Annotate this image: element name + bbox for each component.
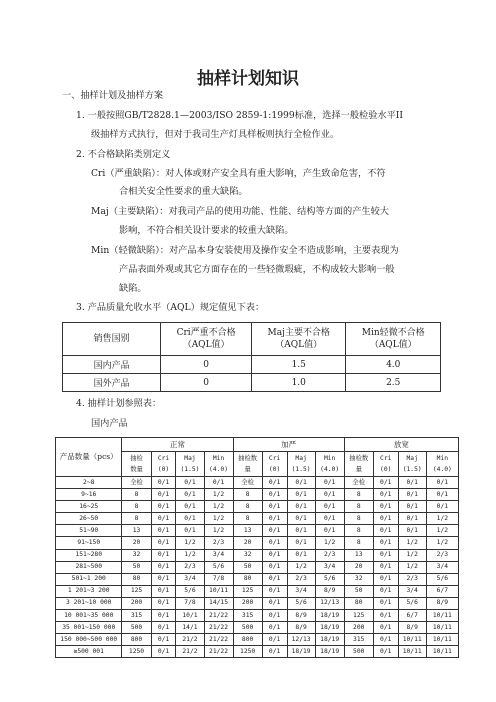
plan-value-cell: 80 bbox=[233, 573, 262, 585]
plan-value-cell: 全检 bbox=[344, 477, 373, 489]
plan-value-cell: 0/1 bbox=[373, 610, 398, 622]
plan-value-cell: 10/11 bbox=[426, 646, 458, 658]
plan-value-cell: 8 bbox=[344, 525, 373, 537]
plan-quantity-cell: 281~500 bbox=[56, 561, 122, 573]
plan-table-row bbox=[56, 477, 459, 489]
plan-value-cell: 7/8 bbox=[176, 597, 204, 609]
plan-table-row bbox=[56, 537, 459, 549]
aql-row bbox=[63, 374, 441, 392]
plan-value-cell: 8/9 bbox=[287, 610, 315, 622]
plan-value-cell: 全检 bbox=[122, 477, 151, 489]
plan-value-cell: 21/22 bbox=[204, 646, 233, 658]
plan-header-quantity: 产品数量（pcs） bbox=[56, 438, 122, 477]
plan-value-cell: 1/2 bbox=[315, 537, 344, 549]
plan-value-cell: 0/1 bbox=[287, 549, 315, 561]
plan-subheader-cell: Maj (1.5) bbox=[398, 452, 426, 477]
plan-value-cell: 8 bbox=[233, 489, 262, 501]
plan-value-cell: 8 bbox=[122, 513, 151, 525]
plan-value-cell: 0/1 bbox=[373, 646, 398, 658]
plan-value-cell: 0/1 bbox=[287, 489, 315, 501]
plan-value-cell: 0/1 bbox=[151, 561, 176, 573]
plan-value-cell: 125 bbox=[344, 610, 373, 622]
plan-value-cell: 18/19 bbox=[315, 622, 344, 634]
plan-value-cell: 125 bbox=[122, 585, 151, 597]
plan-value-cell: 0/1 bbox=[315, 477, 344, 489]
plan-value-cell: 1250 bbox=[122, 646, 151, 658]
plan-value-cell: 0/1 bbox=[315, 525, 344, 537]
plan-value-cell: 5/6 bbox=[315, 573, 344, 585]
plan-value-cell: 18/19 bbox=[315, 646, 344, 658]
plan-value-cell: 500 bbox=[344, 646, 373, 658]
plan-value-cell: 0/1 bbox=[262, 597, 287, 609]
plan-quantity-cell: 3 201~10 000 bbox=[56, 597, 122, 609]
plan-value-cell: 80 bbox=[122, 573, 151, 585]
plan-value-cell: 5/6 bbox=[204, 561, 233, 573]
plan-header-row bbox=[56, 438, 459, 452]
plan-value-cell: 0/1 bbox=[262, 634, 287, 646]
plan-value-cell: 2/3 bbox=[204, 537, 233, 549]
plan-value-cell: 13 bbox=[122, 525, 151, 537]
plan-value-cell: 0/1 bbox=[151, 610, 176, 622]
plan-value-cell: 0/1 bbox=[373, 597, 398, 609]
plan-table-row bbox=[56, 585, 459, 597]
plan-value-cell: 0/1 bbox=[426, 501, 458, 513]
plan-value-cell: 0/1 bbox=[398, 477, 426, 489]
plan-table-row bbox=[56, 597, 459, 609]
plan-value-cell: 200 bbox=[233, 597, 262, 609]
plan-quantity-cell: 26~50 bbox=[56, 513, 122, 525]
aql-header-row bbox=[63, 323, 441, 356]
plan-quantity-cell: 2~8 bbox=[56, 477, 122, 489]
plan-header-reduced: 放宽 bbox=[344, 438, 458, 452]
plan-value-cell: 500 bbox=[122, 622, 151, 634]
plan-value-cell: 10/1 bbox=[176, 610, 204, 622]
plan-quantity-cell: 91~150 bbox=[56, 537, 122, 549]
plan-value-cell: 21/22 bbox=[204, 622, 233, 634]
plan-value-cell: 8/9 bbox=[398, 622, 426, 634]
plan-value-cell: 200 bbox=[344, 622, 373, 634]
plan-value-cell: 1250 bbox=[233, 646, 262, 658]
plan-value-cell: 0/1 bbox=[398, 501, 426, 513]
plan-value-cell: 50 bbox=[344, 585, 373, 597]
plan-value-cell: 5/6 bbox=[398, 597, 426, 609]
plan-value-cell: 0/1 bbox=[373, 513, 398, 525]
plan-value-cell: 8 bbox=[344, 489, 373, 501]
plan-value-cell: 0/1 bbox=[373, 489, 398, 501]
plan-value-cell: 500 bbox=[233, 622, 262, 634]
plan-quantity-cell: 10 001~35 000 bbox=[56, 610, 122, 622]
plan-value-cell: 3/4 bbox=[287, 585, 315, 597]
plan-quantity-cell: ≥500 001 bbox=[56, 646, 122, 658]
plan-subheader-cell: Maj (1.5) bbox=[176, 452, 204, 477]
plan-value-cell: 0/1 bbox=[176, 501, 204, 513]
plan-value-cell: 0/1 bbox=[426, 477, 458, 489]
plan-value-cell: 12/13 bbox=[315, 597, 344, 609]
item1-line1: 1. 一般按照GB/T2828.1—2003/ISO 2859-1:1999标准，选择一般检验水平II bbox=[76, 110, 404, 121]
plan-value-cell: 1/2 bbox=[176, 549, 204, 561]
plan-value-cell: 8 bbox=[233, 513, 262, 525]
plan-value-cell: 2/3 bbox=[398, 573, 426, 585]
plan-value-cell: 0/1 bbox=[373, 477, 398, 489]
plan-value-cell: 0/1 bbox=[262, 549, 287, 561]
plan-value-cell: 5/6 bbox=[426, 573, 458, 585]
plan-value-cell: 0/1 bbox=[262, 501, 287, 513]
plan-value-cell: 1/2 bbox=[426, 513, 458, 525]
plan-value-cell: 0/1 bbox=[151, 573, 176, 585]
plan-value-cell: 0/1 bbox=[426, 489, 458, 501]
plan-value-cell: 0/1 bbox=[262, 477, 287, 489]
plan-value-cell: 32 bbox=[344, 573, 373, 585]
plan-value-cell: 0/1 bbox=[176, 477, 204, 489]
plan-value-cell: 200 bbox=[122, 597, 151, 609]
plan-value-cell: 0/1 bbox=[373, 561, 398, 573]
plan-table-row bbox=[56, 501, 459, 513]
plan-value-cell: 0/1 bbox=[287, 513, 315, 525]
plan-value-cell: 1/2 bbox=[398, 561, 426, 573]
aql-cell: 国内产品 bbox=[63, 356, 161, 374]
plan-quantity-cell: 501~1 200 bbox=[56, 573, 122, 585]
aql-cell: 0 bbox=[161, 374, 252, 392]
plan-value-cell: 80 bbox=[344, 597, 373, 609]
plan-value-cell: 8 bbox=[344, 537, 373, 549]
plan-value-cell: 0/1 bbox=[151, 646, 176, 658]
plan-table-body bbox=[56, 477, 459, 658]
aql-header-sales: 销售国别 bbox=[63, 323, 161, 356]
plan-value-cell: 10/11 bbox=[426, 634, 458, 646]
min-definition-line1: Min（轻微缺陷）：对产品本身安装使用及操作安全不造成影响，主要表现为 bbox=[91, 245, 399, 256]
maj-definition-line2: 影响，不符合相关设计要求的较重大缺陷。 bbox=[119, 225, 294, 236]
plan-value-cell: 2/3 bbox=[426, 549, 458, 561]
plan-value-cell: 0/1 bbox=[151, 634, 176, 646]
plan-value-cell: 1/2 bbox=[204, 513, 233, 525]
plan-value-cell: 0/1 bbox=[176, 525, 204, 537]
plan-value-cell: 21/22 bbox=[204, 610, 233, 622]
plan-value-cell: 0/1 bbox=[373, 525, 398, 537]
plan-value-cell: 0/1 bbox=[373, 549, 398, 561]
cri-definition-line1: Cri（严重缺陷）：对人体或财产安全具有重大影响，产生致命危害，不符 bbox=[91, 168, 386, 179]
plan-value-cell: 2/3 bbox=[287, 573, 315, 585]
plan-quantity-cell: 9~16 bbox=[56, 489, 122, 501]
plan-value-cell: 32 bbox=[122, 549, 151, 561]
aql-header-maj: Maj主要不合格 （AQL值） bbox=[251, 323, 346, 356]
plan-value-cell: 20 bbox=[344, 561, 373, 573]
plan-value-cell: 18/19 bbox=[287, 646, 315, 658]
item4-heading: 4. 抽样计划参照表： bbox=[76, 398, 162, 409]
domestic-label: 国内产品 bbox=[91, 418, 128, 429]
plan-value-cell: 0/1 bbox=[151, 501, 176, 513]
plan-value-cell: 0/1 bbox=[262, 513, 287, 525]
plan-value-cell: 0/1 bbox=[151, 513, 176, 525]
plan-subheader-cell: Cri (0) bbox=[373, 452, 398, 477]
plan-value-cell: 8 bbox=[122, 501, 151, 513]
plan-value-cell: 125 bbox=[233, 585, 262, 597]
plan-value-cell: 8/9 bbox=[315, 585, 344, 597]
plan-table-row bbox=[56, 561, 459, 573]
plan-value-cell: 315 bbox=[233, 610, 262, 622]
item2-heading: 2. 不合格缺陷类别定义 bbox=[76, 149, 171, 160]
plan-value-cell: 6/7 bbox=[426, 585, 458, 597]
plan-subheader-cell: 抽检数 量 bbox=[233, 452, 262, 477]
plan-subheader-cell: Cri (0) bbox=[262, 452, 287, 477]
plan-subheader-cell: Min (4.0) bbox=[315, 452, 344, 477]
plan-table-row bbox=[56, 622, 459, 634]
plan-value-cell: 50 bbox=[233, 561, 262, 573]
plan-quantity-cell: 151~280 bbox=[56, 549, 122, 561]
plan-value-cell: 0/1 bbox=[398, 525, 426, 537]
aql-header-min: Min轻微不合格 （AQL值） bbox=[346, 323, 441, 356]
plan-table-row bbox=[56, 634, 459, 646]
plan-value-cell: 0/1 bbox=[176, 489, 204, 501]
plan-value-cell: 1/2 bbox=[287, 561, 315, 573]
plan-value-cell: 5/6 bbox=[176, 585, 204, 597]
plan-value-cell: 全检 bbox=[233, 477, 262, 489]
plan-value-cell: 8 bbox=[122, 489, 151, 501]
plan-table-row bbox=[56, 610, 459, 622]
plan-value-cell: 0/1 bbox=[262, 573, 287, 585]
aql-cell: 1.5 bbox=[251, 356, 346, 374]
plan-value-cell: 1/2 bbox=[398, 537, 426, 549]
plan-value-cell: 14/1 bbox=[176, 622, 204, 634]
plan-value-cell: 315 bbox=[122, 610, 151, 622]
plan-value-cell: 2/3 bbox=[176, 561, 204, 573]
plan-value-cell: 0/1 bbox=[287, 477, 315, 489]
plan-value-cell: 0/1 bbox=[262, 537, 287, 549]
plan-value-cell: 315 bbox=[344, 634, 373, 646]
aql-cell: 2.5 bbox=[346, 374, 441, 392]
plan-value-cell: 0/1 bbox=[373, 573, 398, 585]
aql-cell: 国外产品 bbox=[63, 374, 161, 392]
plan-value-cell: 13 bbox=[233, 525, 262, 537]
plan-value-cell: 14/15 bbox=[204, 597, 233, 609]
plan-quantity-cell: 16~25 bbox=[56, 501, 122, 513]
plan-value-cell: 0/1 bbox=[176, 513, 204, 525]
plan-value-cell: 7/8 bbox=[204, 573, 233, 585]
plan-value-cell: 10/11 bbox=[398, 634, 426, 646]
plan-value-cell: 8 bbox=[233, 501, 262, 513]
plan-value-cell: 0/1 bbox=[373, 634, 398, 646]
plan-value-cell: 3/4 bbox=[315, 561, 344, 573]
plan-value-cell: 10/11 bbox=[398, 646, 426, 658]
plan-value-cell: 0/1 bbox=[398, 513, 426, 525]
plan-value-cell: 18/19 bbox=[315, 634, 344, 646]
plan-value-cell: 0/1 bbox=[151, 597, 176, 609]
plan-value-cell: 10/11 bbox=[204, 585, 233, 597]
aql-cell: 0 bbox=[161, 356, 252, 374]
plan-value-cell: 3/4 bbox=[426, 561, 458, 573]
plan-value-cell: 1/2 bbox=[176, 537, 204, 549]
plan-value-cell: 8 bbox=[344, 501, 373, 513]
plan-value-cell: 20 bbox=[122, 537, 151, 549]
plan-value-cell: 1/2 bbox=[398, 549, 426, 561]
plan-quantity-cell: 1 201~3 200 bbox=[56, 585, 122, 597]
plan-value-cell: 1/2 bbox=[426, 537, 458, 549]
plan-value-cell: 21/2 bbox=[176, 634, 204, 646]
min-definition-line2: 产品表面外观或其它方面存在的一些轻微瑕疵，不构成较大影响一般 bbox=[119, 264, 395, 275]
plan-value-cell: 2/3 bbox=[315, 549, 344, 561]
plan-value-cell: 0/1 bbox=[373, 622, 398, 634]
plan-table-row bbox=[56, 549, 459, 561]
plan-value-cell: 18/19 bbox=[315, 610, 344, 622]
plan-quantity-cell: 35 001~150 000 bbox=[56, 622, 122, 634]
plan-value-cell: 0/1 bbox=[315, 513, 344, 525]
plan-value-cell: 0/1 bbox=[151, 585, 176, 597]
plan-value-cell: 0/1 bbox=[315, 501, 344, 513]
plan-value-cell: 1/2 bbox=[204, 489, 233, 501]
plan-value-cell: 800 bbox=[122, 634, 151, 646]
plan-value-cell: 0/1 bbox=[373, 501, 398, 513]
plan-value-cell: 0/1 bbox=[262, 489, 287, 501]
document-title: 抽样计划知识 bbox=[197, 69, 299, 89]
plan-value-cell: 12/13 bbox=[287, 634, 315, 646]
plan-subheader-cell: Min (4.0) bbox=[426, 452, 458, 477]
plan-value-cell: 21/22 bbox=[204, 634, 233, 646]
sampling-plan-table bbox=[55, 437, 459, 658]
plan-value-cell: 1/2 bbox=[426, 525, 458, 537]
plan-value-cell: 0/1 bbox=[287, 525, 315, 537]
plan-value-cell: 0/1 bbox=[373, 537, 398, 549]
plan-subheader-cell: 抽检数 量 bbox=[344, 452, 373, 477]
plan-value-cell: 0/1 bbox=[151, 549, 176, 561]
min-definition-line3: 缺陷。 bbox=[119, 283, 147, 294]
plan-value-cell: 0/1 bbox=[151, 489, 176, 501]
maj-definition-line1: Maj（主要缺陷）：对我司产品的使用功能、性能、结构等方面的产生较大 bbox=[91, 206, 389, 217]
item1-line2: 级抽样方式执行，但对于我司生产灯具样板则执行全检作业。 bbox=[91, 129, 340, 140]
plan-table-row bbox=[56, 513, 459, 525]
plan-table-row bbox=[56, 525, 459, 537]
plan-value-cell: 0/1 bbox=[287, 537, 315, 549]
plan-subheader-cell: Min (4.0) bbox=[204, 452, 233, 477]
plan-value-cell: 0/1 bbox=[151, 537, 176, 549]
plan-value-cell: 3/4 bbox=[398, 585, 426, 597]
plan-value-cell: 3/4 bbox=[176, 573, 204, 585]
plan-value-cell: 3/4 bbox=[204, 549, 233, 561]
plan-header-normal: 正常 bbox=[122, 438, 233, 452]
plan-value-cell: 8 bbox=[344, 513, 373, 525]
plan-quantity-cell: 51~90 bbox=[56, 525, 122, 537]
plan-subheader-cell: 抽检 数量 bbox=[122, 452, 151, 477]
plan-value-cell: 1/2 bbox=[204, 501, 233, 513]
plan-value-cell: 20 bbox=[233, 537, 262, 549]
plan-value-cell: 1/2 bbox=[204, 525, 233, 537]
plan-value-cell: 8/9 bbox=[426, 597, 458, 609]
plan-value-cell: 0/1 bbox=[262, 525, 287, 537]
plan-value-cell: 0/1 bbox=[315, 489, 344, 501]
plan-table-row bbox=[56, 489, 459, 501]
aql-table bbox=[62, 322, 441, 392]
plan-value-cell: 0/1 bbox=[151, 622, 176, 634]
plan-value-cell: 0/1 bbox=[151, 477, 176, 489]
plan-value-cell: 5/6 bbox=[287, 597, 315, 609]
plan-value-cell: 800 bbox=[233, 634, 262, 646]
plan-value-cell: 0/1 bbox=[398, 489, 426, 501]
plan-value-cell: 32 bbox=[233, 549, 262, 561]
item3-heading: 3. 产品质量允收水平（AQL）规定值见下表： bbox=[76, 302, 265, 313]
plan-table-row bbox=[56, 573, 459, 585]
section-heading: 一、抽样计划及抽样方案 bbox=[62, 90, 164, 101]
plan-value-cell: 8/9 bbox=[287, 622, 315, 634]
plan-header-tightened: 加严 bbox=[233, 438, 344, 452]
plan-value-cell: 21/2 bbox=[176, 646, 204, 658]
aql-cell: 4.0 bbox=[346, 356, 441, 374]
cri-definition-line2: 合相关安全性要求的重大缺陷。 bbox=[119, 186, 248, 197]
plan-subheader-cell: Cri (0) bbox=[151, 452, 176, 477]
plan-value-cell: 13 bbox=[344, 549, 373, 561]
plan-value-cell: 6/7 bbox=[398, 610, 426, 622]
plan-value-cell: 50 bbox=[122, 561, 151, 573]
plan-value-cell: 0/1 bbox=[204, 477, 233, 489]
plan-value-cell: 0/1 bbox=[287, 501, 315, 513]
aql-row bbox=[63, 356, 441, 374]
plan-value-cell: 0/1 bbox=[262, 646, 287, 658]
plan-subheader-cell: Maj (1.5) bbox=[287, 452, 315, 477]
aql-cell: 1.0 bbox=[251, 374, 346, 392]
plan-value-cell: 0/1 bbox=[262, 585, 287, 597]
plan-value-cell: 10/11 bbox=[426, 610, 458, 622]
plan-value-cell: 0/1 bbox=[262, 610, 287, 622]
plan-value-cell: 0/1 bbox=[373, 585, 398, 597]
plan-value-cell: 0/1 bbox=[262, 561, 287, 573]
plan-table-row bbox=[56, 646, 459, 658]
aql-header-cri: Cri严重不合格 （AQL值） bbox=[161, 323, 252, 356]
plan-quantity-cell: 150 000~500 000 bbox=[56, 634, 122, 646]
plan-value-cell: 0/1 bbox=[151, 525, 176, 537]
plan-value-cell: 0/1 bbox=[262, 622, 287, 634]
plan-value-cell: 10/11 bbox=[426, 622, 458, 634]
